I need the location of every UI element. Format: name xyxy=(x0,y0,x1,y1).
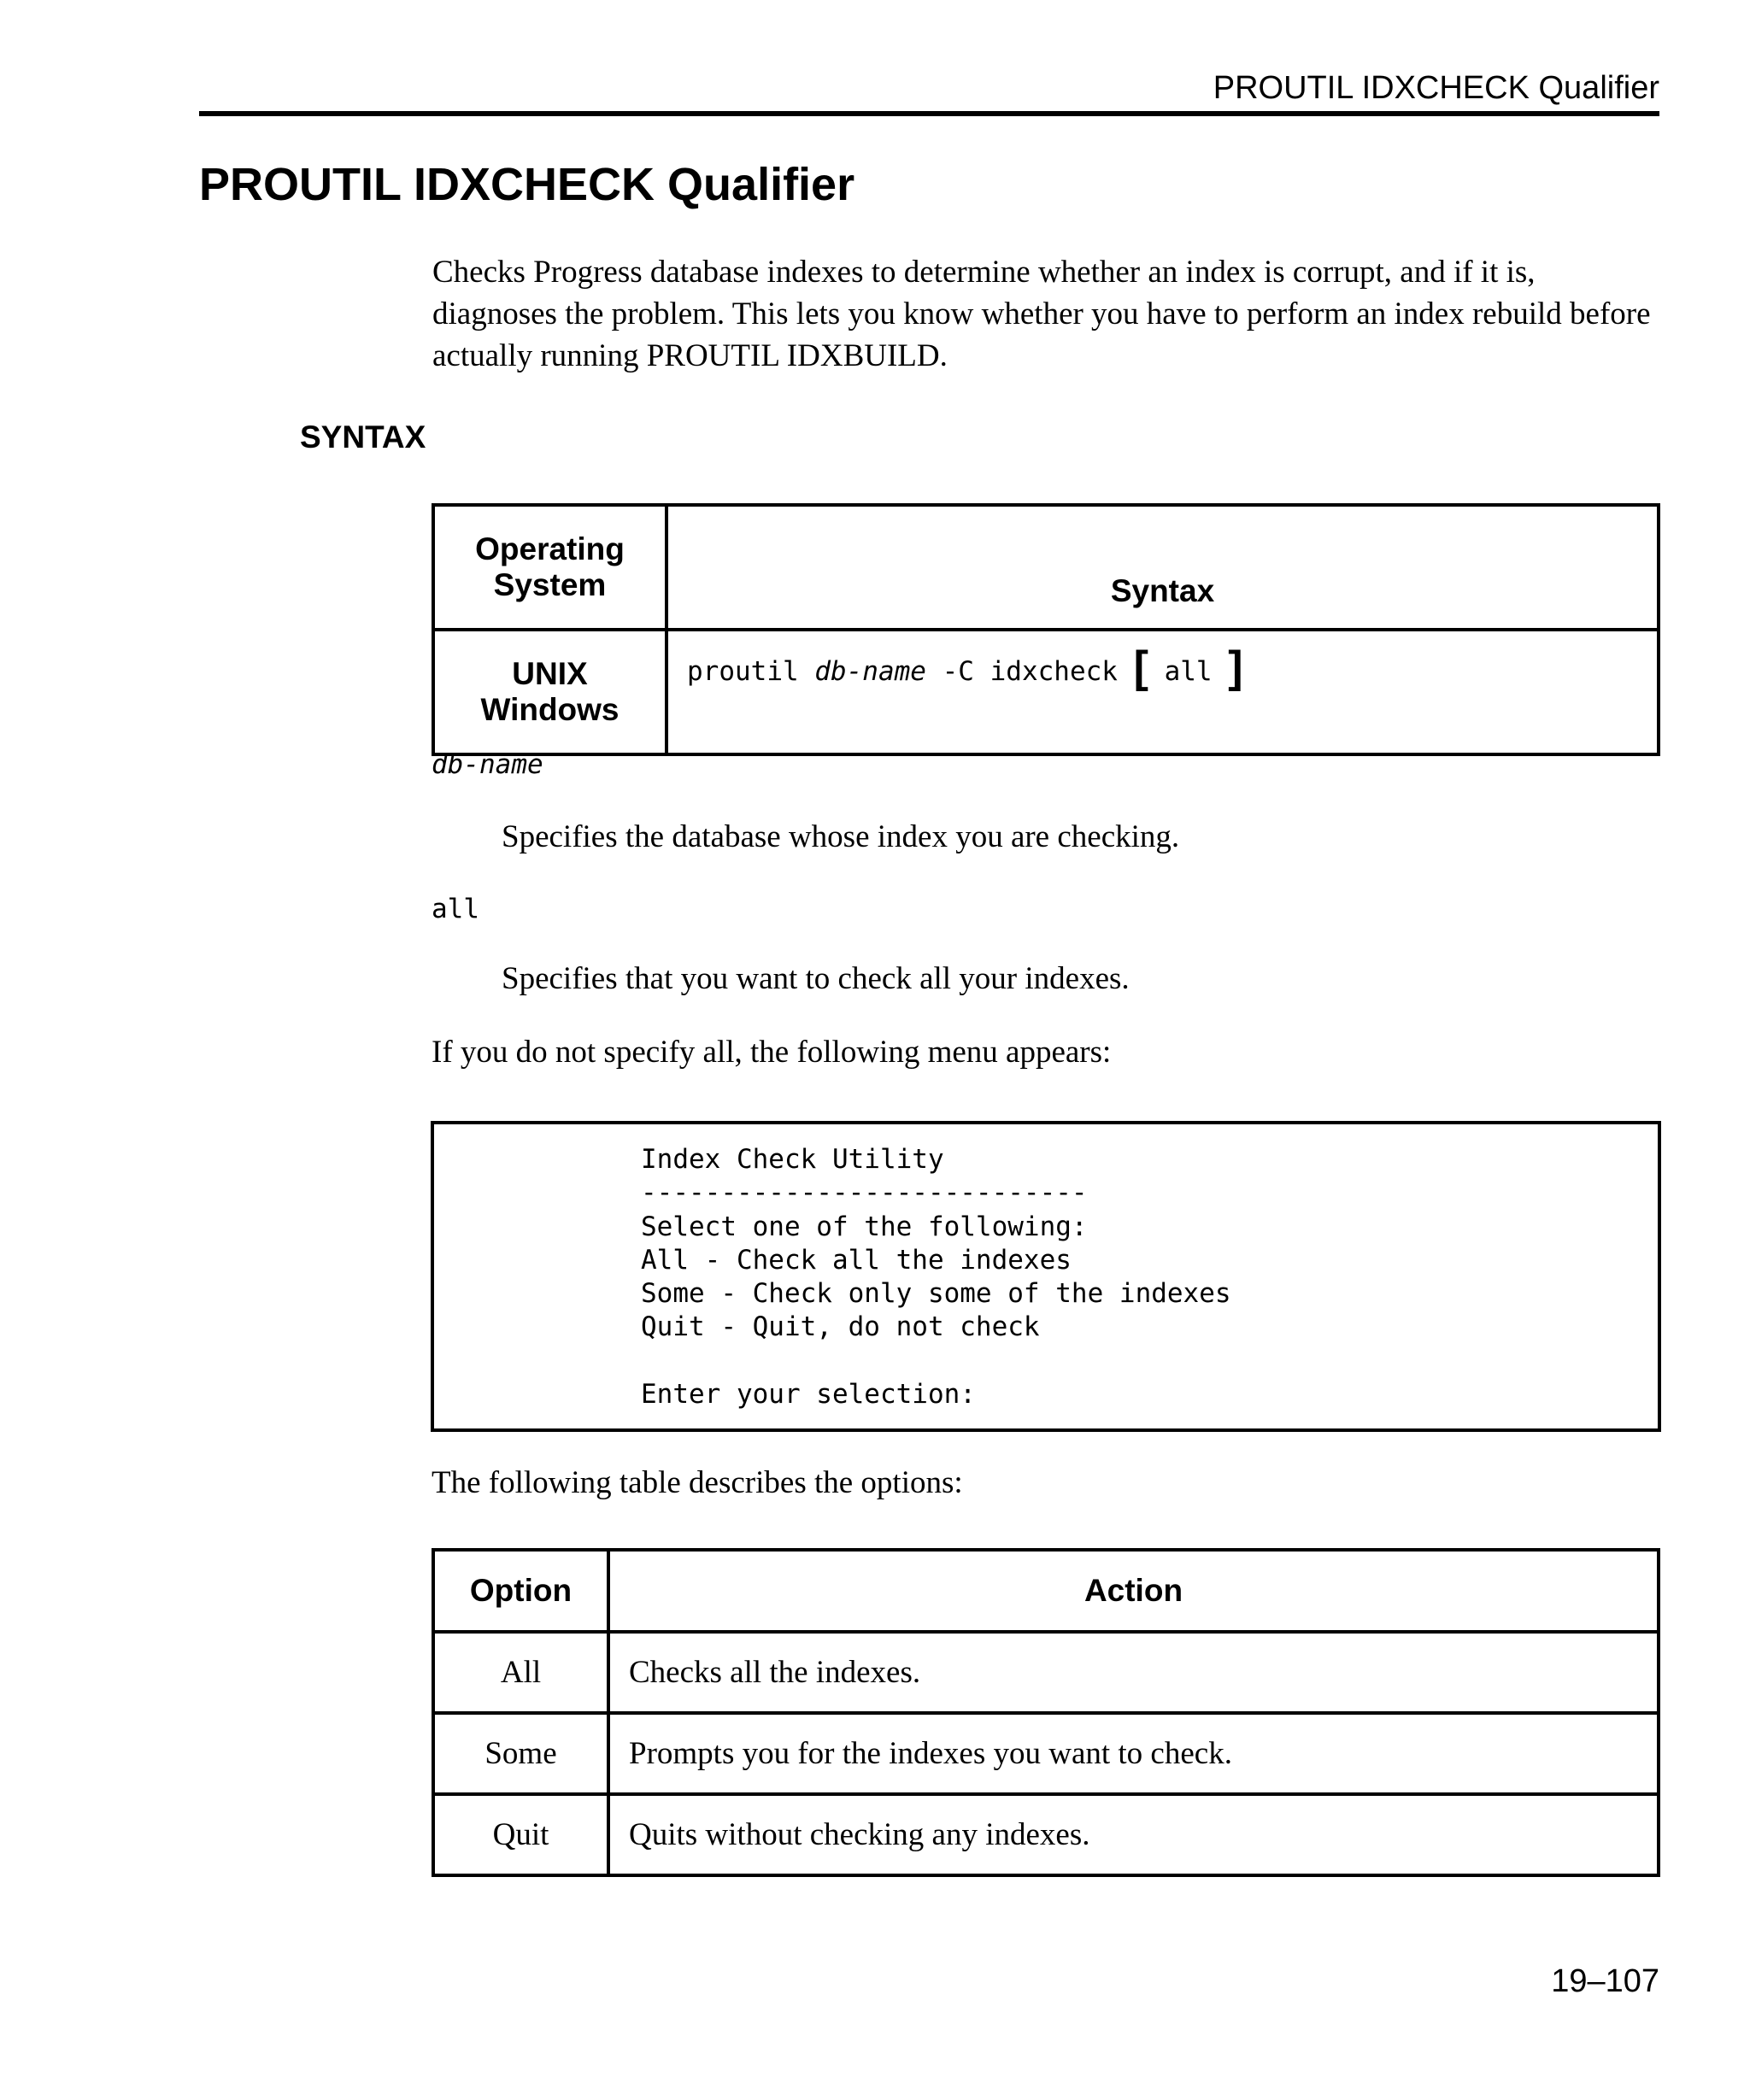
optional-bracket-close: ] xyxy=(1228,642,1243,692)
action-cell: Prompts you for the indexes you want to check. xyxy=(608,1713,1659,1794)
param-description-db-name: Specifies the database whose index you are checking. xyxy=(502,819,1180,854)
intro-paragraph: Checks Progress database indexes to determine whether an index is corrupt, and if it is, diagnoses the problem. This lets you know whether you have to perform an index rebuild before actually running PROUTIL IDXBUILD. xyxy=(432,255,1651,373)
param-name-all: all xyxy=(432,894,479,924)
code-box xyxy=(431,1121,1661,1432)
syntax-table-header-row xyxy=(433,505,1659,630)
table-row xyxy=(433,1713,1659,1794)
action-column-header: Action xyxy=(608,1550,1659,1632)
os-column-header: Operating System xyxy=(433,505,667,630)
optional-bracket-open: [ xyxy=(1133,642,1148,692)
syntax-table-row xyxy=(433,630,1659,754)
param-name-db-name: db-name xyxy=(432,749,543,780)
header-rule xyxy=(199,111,1659,116)
syntax-column-header: Syntax xyxy=(667,505,1659,630)
os-cell xyxy=(433,630,667,754)
command-middle: -C idxcheck xyxy=(925,656,1134,687)
option-column-header: Option xyxy=(433,1550,608,1632)
command-prefix: proutil xyxy=(687,656,815,687)
command-param: db-name xyxy=(814,656,926,687)
action-cell: Checks all the indexes. xyxy=(608,1632,1659,1713)
action-cell: Quits without checking any indexes. xyxy=(608,1794,1659,1875)
table-row xyxy=(433,1794,1659,1875)
syntax-command xyxy=(667,630,1659,754)
optional-arg: all xyxy=(1148,656,1229,687)
syntax-heading: SYNTAX xyxy=(300,419,426,455)
page-number: 19–107 xyxy=(1551,1963,1659,1999)
running-header: PROUTIL IDXCHECK Qualifier xyxy=(1213,70,1659,106)
table-row xyxy=(433,1632,1659,1713)
os-windows: Windows xyxy=(480,692,620,727)
menu-intro: If you do not specify all, the following menu appears: xyxy=(432,1035,1112,1070)
param-description-all: Specifies that you want to check all your indexes. xyxy=(502,961,1130,996)
os-unix: UNIX xyxy=(512,656,588,691)
table-intro: The following table describes the options: xyxy=(432,1465,963,1500)
option-cell: Quit xyxy=(433,1794,608,1875)
option-cell: Some xyxy=(433,1713,608,1794)
syntax-table xyxy=(432,503,1660,756)
options-table-header-row xyxy=(433,1550,1659,1632)
page-title: PROUTIL IDXCHECK Qualifier xyxy=(199,159,855,210)
menu-code-listing: Index Check Utility ---------------------------- Select one of the following: All - Check all the indexes Some - Check only some of the indexes Quit - Quit, do not check Enter your selection: xyxy=(641,1144,1231,1411)
options-table xyxy=(432,1548,1660,1877)
option-cell: All xyxy=(433,1632,608,1713)
